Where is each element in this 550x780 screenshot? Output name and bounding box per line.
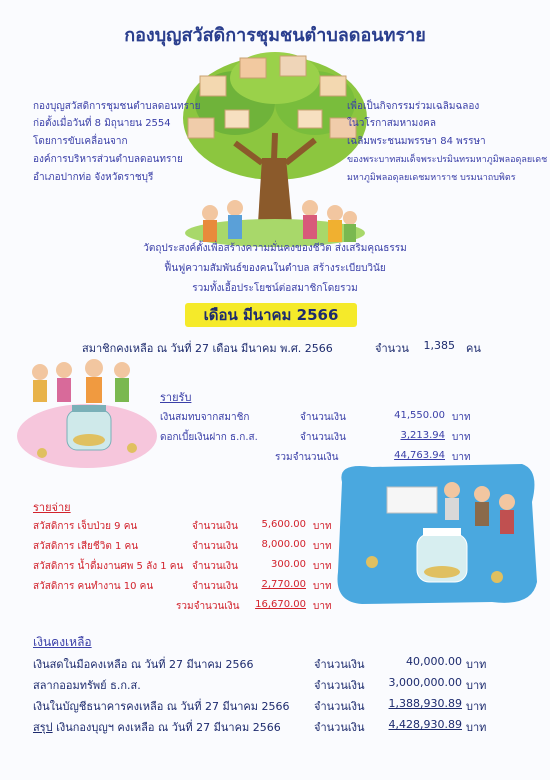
- intro-left-line-2: ก่อตั้งเมื่อวันที่ 8 มิถุนายน 2554: [33, 118, 171, 129]
- welfare-illustration: [332, 462, 540, 607]
- expense-item-4-label: สวัสดิการ คนทำงาน 10 คน: [33, 581, 154, 592]
- expense-item-3-amount: 300.00: [271, 559, 306, 570]
- balance-summary-unit: บาท: [466, 721, 487, 734]
- balance-summary-prefix: สรุป: [33, 721, 53, 734]
- expense-item-2-label: สวัสดิการ เสียชีวิต 1 คน: [33, 541, 139, 552]
- community-tree-illustration: [180, 48, 370, 253]
- income-item-1-amount: 41,550.00: [394, 410, 445, 421]
- income-total-label: รวมจำนวนเงิน: [275, 452, 339, 463]
- expense-item-3-unit: บาท: [313, 561, 332, 572]
- intro-left-line-5: อำเภอปากท่อ จังหวัดราชบุรี: [33, 172, 154, 183]
- balance-row-3-amount-label: จำนวนเงิน: [314, 700, 365, 713]
- intro-right-line-3: เฉลิมพระชนมพรรษา 84 พรรษา: [347, 136, 486, 147]
- expense-item-1-unit: บาท: [313, 521, 332, 532]
- members-count: 1,385: [423, 339, 455, 352]
- intro-left-line-3: โดยการขับเคลื่อนจาก: [33, 136, 128, 147]
- balance-summary-label: เงินกองบุญฯ คงเหลือ ณ วันที่ 27 มีนาคม 2566: [52, 721, 281, 734]
- expense-item-1-amount-label: จำนวนเงิน: [192, 521, 238, 532]
- income-heading: รายรับ: [160, 391, 192, 404]
- income-item-2-unit: บาท: [452, 432, 471, 443]
- expense-item-4-unit: บาท: [313, 581, 332, 592]
- expense-item-1-label: สวัสดิการ เจ็บป่วย 9 คน: [33, 521, 138, 532]
- objective-line-2: ฟื้นฟูความสัมพันธ์ของคนในตำบล สร้างระเบียบวินัย: [164, 263, 386, 274]
- balance-row-3-unit: บาท: [466, 700, 487, 713]
- balance-row-1-amount: 40,000.00: [406, 655, 462, 668]
- expense-item-3-amount-label: จำนวนเงิน: [192, 561, 238, 572]
- income-total-amount: 44,763.94: [394, 450, 445, 461]
- expense-total-amount: 16,670.00: [255, 599, 306, 610]
- balance-row-1-amount-label: จำนวนเงิน: [314, 658, 365, 671]
- intro-right-line-2: ในวโรกาสมหามงคล: [347, 118, 436, 129]
- expense-total-unit: บาท: [313, 601, 332, 612]
- balance-row-3-label: เงินในบัญชีธนาคารคงเหลือ ณ วันที่ 27 มีนาคม 2566: [33, 700, 290, 713]
- balance-row-1-label: เงินสดในมือคงเหลือ ณ วันที่ 27 มีนาคม 2566: [33, 658, 254, 671]
- income-item-1-label: เงินสมทบจากสมาชิก: [160, 412, 250, 423]
- intro-left-line-1: กองบุญสวัสดิการชุมชนตำบลดอนทราย: [33, 101, 201, 112]
- income-item-1-amount-label: จำนวนเงิน: [300, 412, 346, 423]
- income-item-2-amount-label: จำนวนเงิน: [300, 432, 346, 443]
- balance-row-3-amount: 1,388,930.89: [388, 697, 462, 710]
- balance-row-2-unit: บาท: [466, 679, 487, 692]
- balance-row-1-unit: บาท: [466, 658, 487, 671]
- expense-item-4-amount: 2,770.00: [261, 579, 306, 590]
- income-total-unit: บาท: [452, 452, 471, 463]
- expense-item-1-amount: 5,600.00: [261, 519, 306, 530]
- members-count-label: จำนวน: [375, 342, 409, 355]
- balance-summary-amount: 4,428,930.89: [388, 718, 462, 731]
- balance-heading: เงินคงเหลือ: [33, 635, 92, 649]
- expense-heading: รายจ่าย: [33, 501, 71, 514]
- objective-line-1: วัตถุประสงค์ตั้งเพื่อสร้างความมั่นคงของชีวิต ส่งเสริมคุณธรรม: [143, 243, 407, 254]
- expense-item-2-amount-label: จำนวนเงิน: [192, 541, 238, 552]
- income-item-2-label: ดอกเบี้ยเงินฝาก ธ.ก.ส.: [160, 432, 258, 443]
- savings-jar-illustration: [12, 358, 162, 473]
- intro-right-line-4: ของพระบาทสมเด็จพระปรมินทรมหาภูมิพลอดุลยเดช: [347, 155, 548, 165]
- balance-row-2-label: สลากออมทรัพย์ ธ.ก.ส.: [33, 679, 141, 692]
- balance-summary: [33, 718, 281, 736]
- members-unit: คน: [466, 342, 481, 355]
- intro-right-line-1: เพื่อเป็นกิจกรรมร่วมเฉลิมฉลอง: [347, 101, 480, 112]
- expense-item-2-amount: 8,000.00: [261, 539, 306, 550]
- intro-left-line-4: องค์การบริหารส่วนตำบลดอนทราย: [33, 154, 183, 165]
- balance-summary-amount-label: จำนวนเงิน: [314, 721, 365, 734]
- month-banner: เดือน มีนาคม 2566: [185, 303, 357, 327]
- expense-item-3-label: สวัสดิการ น้ำดื่มงานศพ 5 ลัง 1 คน: [33, 561, 184, 572]
- expense-item-2-unit: บาท: [313, 541, 332, 552]
- balance-row-2-amount: 3,000,000.00: [388, 676, 462, 689]
- members-text: สมาชิกคงเหลือ ณ วันที่ 27 เดือน มีนาคม พ.ศ. 2566: [82, 342, 333, 355]
- income-item-2-amount: 3,213.94: [400, 430, 445, 441]
- intro-right-line-5: มหาภูมิพลอดุลยเดชมหาราช บรมนาถบพิตร: [347, 173, 516, 183]
- objective-line-3: รวมทั้งเอื้อประโยชน์ต่อสมาชิกโดยรวม: [192, 283, 358, 294]
- income-item-1-unit: บาท: [452, 412, 471, 423]
- page-title: กองบุญสวัสดิการชุมชนตำบลดอนทราย: [124, 25, 426, 46]
- expense-total-label: รวมจำนวนเงิน: [176, 601, 240, 612]
- expense-item-4-amount-label: จำนวนเงิน: [192, 581, 238, 592]
- balance-row-2-amount-label: จำนวนเงิน: [314, 679, 365, 692]
